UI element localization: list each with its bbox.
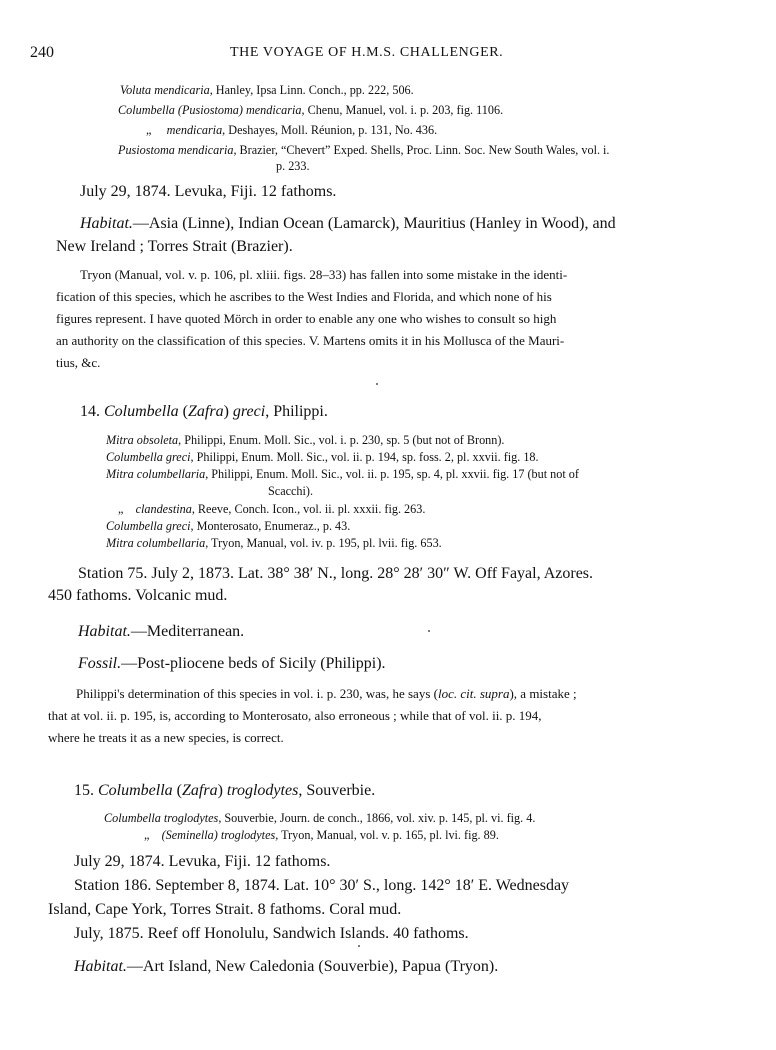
station-line: 450 fathoms. Volcanic mud. bbox=[48, 587, 228, 604]
page-header bbox=[30, 44, 746, 64]
remark-line: that at vol. ii. p. 195, is, according to Monterosato, also erroneous ; while that of vol. ii. p. 194, bbox=[48, 708, 542, 723]
locality-line: July, 1875. Reef off Honolulu, Sandwich Islands. 40 fathoms. bbox=[74, 925, 469, 942]
synonym-line: Columbella greci, Philippi, Enum. Moll. Sic., vol. ii. p. 194, sp. foss. 2, pl. xxvii. fig. 18. bbox=[106, 450, 539, 464]
synonym-line: Mitra columbellaria, Philippi, Enum. Moll. Sic., vol. ii. p. 195, sp. 4, pl. xxvii. fig. 17 (but not of bbox=[106, 467, 579, 481]
synonym-line: Pusiostoma mendicaria, Brazier, “Chevert” Exped. Shells, Proc. Linn. Soc. New South Wales, vol. i. bbox=[118, 143, 610, 157]
locality-line: July 29, 1874. Levuka, Fiji. 12 fathoms. bbox=[74, 853, 331, 870]
synonym-line: p. 233. bbox=[276, 159, 310, 173]
habitat-line: Habitat.—Mediterranean. bbox=[78, 623, 245, 640]
remark-line: figures represent. I have quoted Mörch in order to enable any one who wishes to consult so high bbox=[56, 311, 557, 326]
synonym-line: Voluta mendicaria, Hanley, Ipsa Linn. Conch., pp. 222, 506. bbox=[120, 83, 414, 97]
remark-line: where he treats it as a new species, is correct. bbox=[48, 730, 284, 745]
running-title: THE VOYAGE OF H.M.S. CHALLENGER. bbox=[230, 45, 504, 60]
habitat-line: Habitat.—Asia (Linne), Indian Ocean (Lamarck), Mauritius (Hanley in Wood), and bbox=[80, 215, 616, 232]
station-line: Station 75. July 2, 1873. Lat. 38° 38′ N., long. 28° 28′ 30″ W. Off Fayal, Azores. bbox=[78, 565, 594, 582]
habitat-line: Habitat.—Art Island, New Caledonia (Souverbie), Papua (Tryon). bbox=[74, 958, 499, 975]
remark-line: Philippi's determination of this species in vol. i. p. 230, was, he says (loc. cit. supra), a mistake ; bbox=[76, 686, 577, 701]
print-speck bbox=[358, 945, 360, 947]
print-speck bbox=[428, 630, 430, 632]
species-heading: 14. Columbella (Zafra) greci, Philippi. bbox=[80, 403, 328, 420]
synonym-line: „ (Seminella) troglodytes, Tryon, Manual, vol. v. p. 165, pl. lvi. fig. 89. bbox=[144, 828, 499, 842]
species-heading: 15. Columbella (Zafra) troglodytes, Souverbie. bbox=[74, 782, 376, 799]
synonym-line: „ clandestina, Reeve, Conch. Icon., vol. ii. pl. xxxii. fig. 263. bbox=[118, 502, 426, 516]
print-speck bbox=[376, 383, 378, 385]
remark-line: tius, &c. bbox=[56, 355, 101, 370]
synonym-line: Mitra obsoleta, Philippi, Enum. Moll. Sic., vol. i. p. 230, sp. 5 (but not of Bronn). bbox=[106, 433, 505, 447]
habitat-line: New Ireland ; Torres Strait (Brazier). bbox=[56, 238, 293, 255]
remark-line: an authority on the classification of this species. V. Martens omits it in his Mollusca of the Mauri- bbox=[56, 333, 565, 348]
remark-line: Tryon (Manual, vol. v. p. 106, pl. xliii. figs. 28–33) has fallen into some mistake in the identi- bbox=[80, 267, 568, 282]
locality-line: July 29, 1874. Levuka, Fiji. 12 fathoms. bbox=[80, 183, 337, 200]
synonym-line: Scacchi). bbox=[268, 484, 314, 498]
synonym-line: Columbella troglodytes, Souverbie, Journ. de conch., 1866, vol. xiv. p. 145, pl. vi. fig. 4. bbox=[104, 811, 536, 825]
synonym-line: „ mendicaria, Deshayes, Moll. Réunion, p. 131, No. 436. bbox=[146, 123, 438, 137]
synonym-line: Columbella (Pusiostoma) mendicaria, Chenu, Manuel, vol. i. p. 203, fig. 1106. bbox=[118, 103, 504, 117]
station-line: Island, Cape York, Torres Strait. 8 fathoms. Coral mud. bbox=[48, 901, 402, 918]
synonym-line: Mitra columbellaria, Tryon, Manual, vol. iv. p. 195, pl. lvii. fig. 653. bbox=[106, 536, 442, 550]
station-line: Station 186. September 8, 1874. Lat. 10° 30′ S., long. 142° 18′ E. Wednesday bbox=[74, 877, 570, 894]
page-number: 240 bbox=[30, 44, 54, 61]
fossil-line: Fossil.—Post-pliocene beds of Sicily (Philippi). bbox=[78, 655, 386, 672]
remark-line: fication of this species, which he ascribes to the West Indies and Florida, and which none of his bbox=[56, 289, 552, 304]
synonym-line: Columbella greci, Monterosato, Enumeraz., p. 43. bbox=[106, 519, 351, 533]
